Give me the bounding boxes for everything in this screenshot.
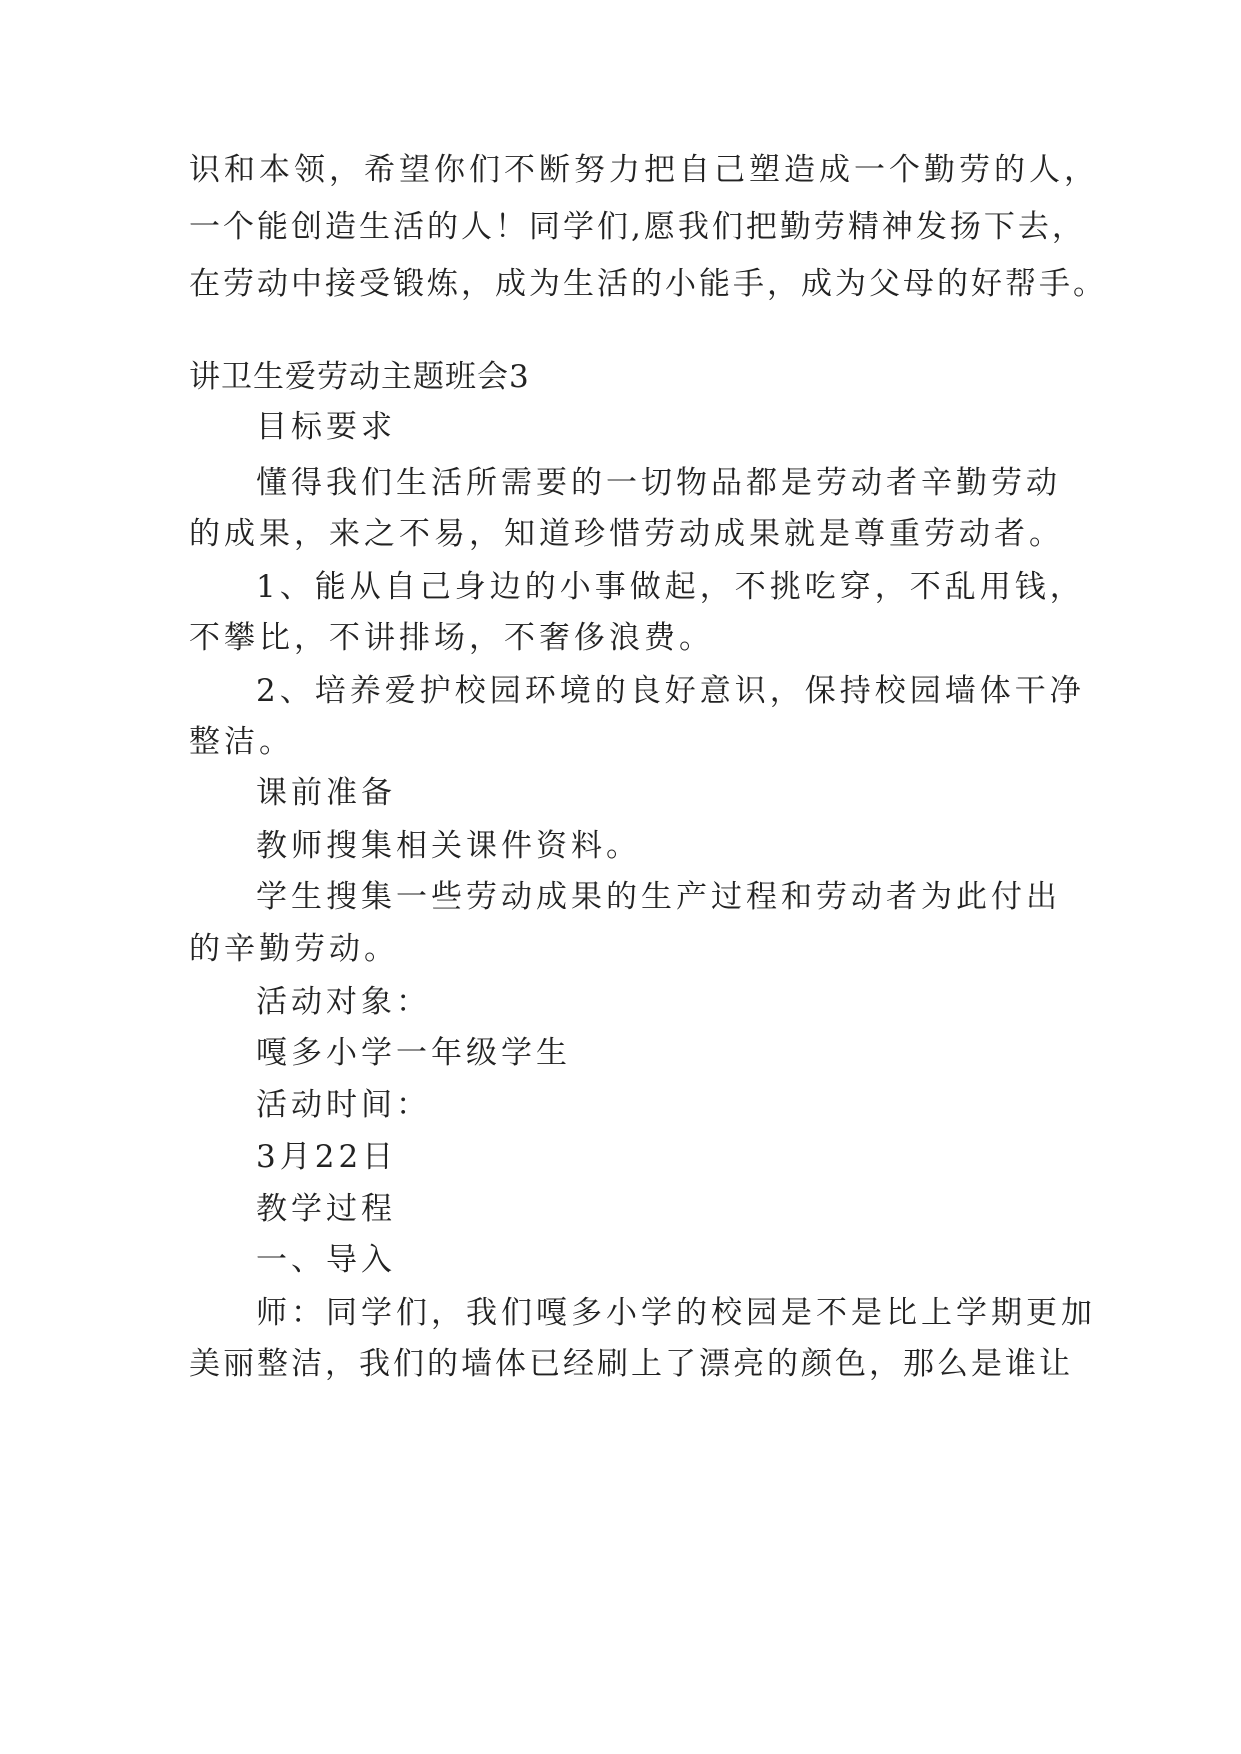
paragraph-line: 2、培养爱护校园环境的良好意识，保持校园墙体干净 xyxy=(256,673,1085,709)
paragraph-line: 3月22日 xyxy=(256,1139,398,1175)
section-heading: 目标要求 xyxy=(256,409,396,445)
paragraph-line: 一个能创造生活的人！同学们,愿我们把勤劳精神发扬下去， xyxy=(189,209,1086,245)
section-heading: 活动时间： xyxy=(256,1087,431,1123)
paragraph-line: 嘎多小学一年级学生 xyxy=(256,1035,571,1071)
paragraph-line: 懂得我们生活所需要的一切物品都是劳动者辛勤劳动 xyxy=(256,465,1061,501)
paragraph-line: 1、能从自己身边的小事做起，不挑吃穿，不乱用钱， xyxy=(256,569,1085,605)
section-heading: 课前准备 xyxy=(256,775,396,811)
paragraph-line: 识和本领，希望你们不断努力把自己塑造成一个勤劳的人， xyxy=(189,152,1099,188)
section-heading: 活动对象： xyxy=(256,984,431,1020)
paragraph-line: 的辛勤劳动。 xyxy=(189,931,399,967)
paragraph-line: 学生搜集一些劳动成果的生产过程和劳动者为此付出 xyxy=(256,879,1061,915)
section-heading: 教学过程 xyxy=(256,1191,396,1227)
paragraph-line: 教师搜集相关课件资料。 xyxy=(256,828,641,864)
paragraph-line: 不攀比，不讲排场，不奢侈浪费。 xyxy=(189,620,714,656)
paragraph-line: 在劳动中接受锻炼，成为生活的小能手，成为父母的好帮手。 xyxy=(189,266,1107,302)
paragraph-line: 美丽整洁，我们的墙体已经刷上了漂亮的颜色，那么是谁让 xyxy=(189,1346,1073,1382)
section-title: 讲卫生爱劳动主题班会3 xyxy=(189,359,530,395)
paragraph-line: 整洁。 xyxy=(189,724,294,760)
section-heading: 一、导入 xyxy=(256,1242,396,1278)
paragraph-line: 的成果，来之不易，知道珍惜劳动成果就是尊重劳动者。 xyxy=(189,516,1064,552)
paragraph-line: 师：同学们，我们嘎多小学的校园是不是比上学期更加 xyxy=(256,1295,1096,1331)
